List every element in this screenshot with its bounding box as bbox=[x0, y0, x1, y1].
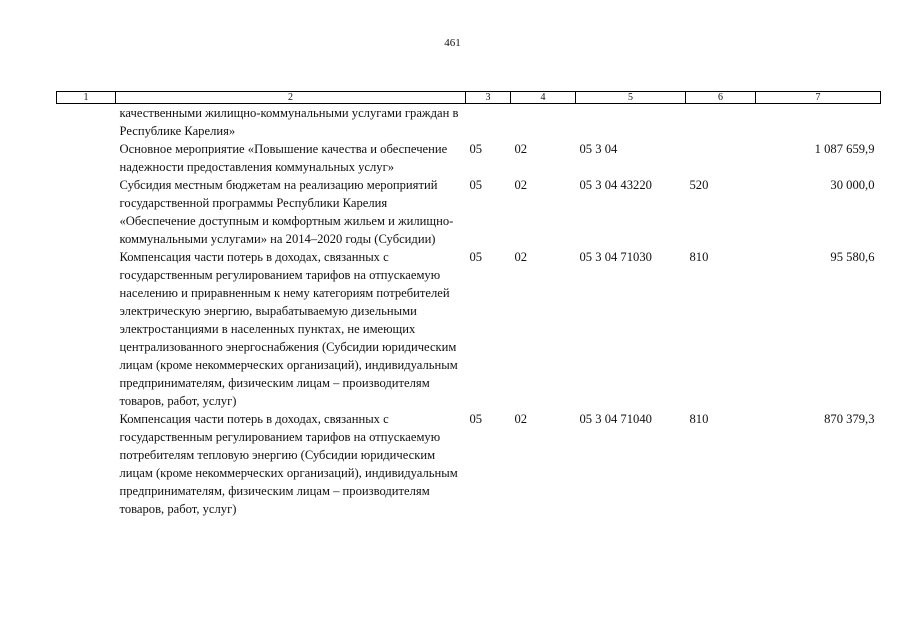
row-name: Компенсация части потерь в доходах, связанных с государственным регулированием тарифов на отпускаемую потребителям тепловую энергию (Субсидии юридическим лицам (кроме некоммерческих организаций), индивидуальным предпринимателям, физическим лицам – производителям товаров, работ, услуг) bbox=[119, 412, 458, 516]
row-sum: 870 379,3 bbox=[824, 412, 875, 426]
header-col-2: 2 bbox=[116, 92, 466, 104]
continuation-text: качественными жилищно-коммунальными услугами граждан в Республике Карелия» bbox=[119, 106, 459, 138]
header-col-5: 5 bbox=[576, 92, 686, 104]
table-header bbox=[57, 92, 881, 104]
row-rz: 05 bbox=[469, 250, 483, 264]
row-rz: 05 bbox=[469, 142, 483, 156]
header-col-7: 7 bbox=[756, 92, 881, 104]
row-csr: 05 3 04 71040 bbox=[579, 412, 652, 426]
row-vr: 520 bbox=[689, 178, 709, 192]
table-row bbox=[57, 248, 881, 410]
row-csr: 05 3 04 bbox=[579, 142, 618, 156]
table-row bbox=[57, 176, 881, 248]
row-sum: 30 000,0 bbox=[830, 178, 875, 192]
row-pr: 02 bbox=[514, 412, 528, 426]
row-sum: 95 580,6 bbox=[830, 250, 875, 264]
row-rz: 05 bbox=[469, 412, 483, 426]
header-col-4: 4 bbox=[511, 92, 576, 104]
row-rz: 05 bbox=[469, 178, 483, 192]
row-csr: 05 3 04 43220 bbox=[579, 178, 652, 192]
row-csr: 05 3 04 71030 bbox=[579, 250, 652, 264]
header-col-1: 1 bbox=[57, 92, 116, 104]
table-row-continuation bbox=[57, 104, 881, 141]
row-sum: 1 087 659,9 bbox=[814, 142, 875, 156]
row-name: Субсидия местным бюджетам на реализацию мероприятий государственной программы Республики Карелия «Обеспечение доступным и комфортным жильем и жилищно-коммунальными услугами» на 2014–2020 годы (Субсидии) bbox=[119, 178, 454, 246]
row-pr: 02 bbox=[514, 142, 528, 156]
row-vr: 810 bbox=[689, 412, 709, 426]
row-vr: 810 bbox=[689, 250, 709, 264]
table-row bbox=[57, 410, 881, 518]
row-pr: 02 bbox=[514, 178, 528, 192]
row-vr bbox=[686, 140, 756, 176]
row-name: Основное мероприятие «Повышение качества и обеспечение надежности предоставления коммунальных услуг» bbox=[119, 142, 448, 174]
table-row bbox=[57, 140, 881, 176]
row-pr: 02 bbox=[514, 250, 528, 264]
row-name: Компенсация части потерь в доходах, связанных с государственным регулированием тарифов на отпускаемую населению и приравненным к нему категориям потребителей электрическую энергию, вырабатываемую дизельными электростанциями в населенных пунктах, не имеющих централизованного энергоснабжения (Субсидии юридическим лицам (кроме некоммерческих организаций), индивидуальным предпринимателям, физическим лицам – производителям товаров, работ, услуг) bbox=[119, 250, 458, 408]
page-number: 461 bbox=[444, 37, 461, 49]
header-col-3: 3 bbox=[466, 92, 511, 104]
header-col-6: 6 bbox=[686, 92, 756, 104]
budget-table bbox=[56, 91, 881, 518]
